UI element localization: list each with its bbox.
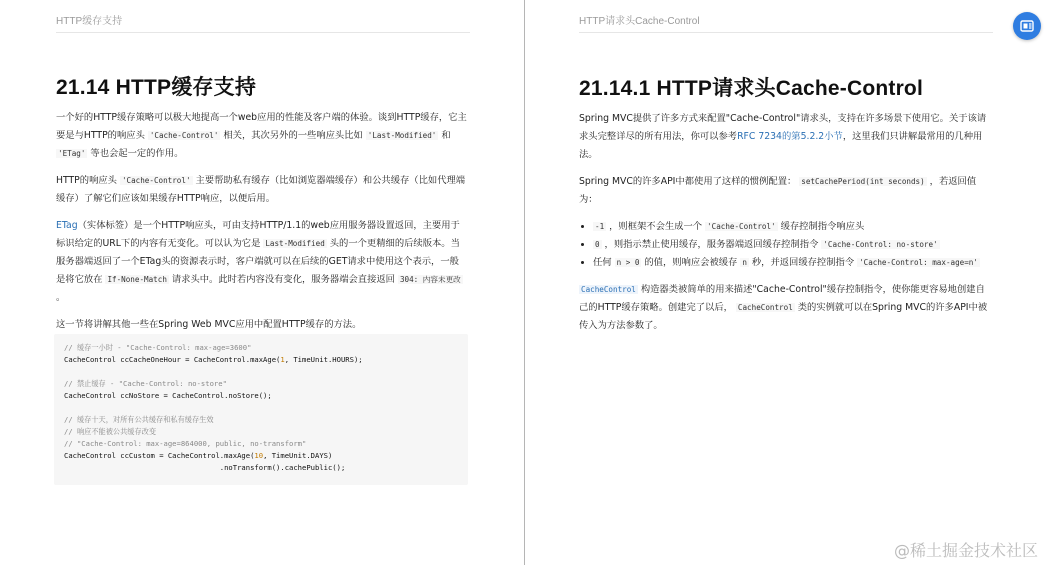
- inline-code: 'Cache-Control': [707, 222, 776, 231]
- etag-link[interactable]: ETag: [56, 220, 78, 231]
- right-section-title: 21.14.1 HTTP请求头Cache-Control: [579, 77, 923, 100]
- right-header-rule: [579, 32, 993, 33]
- inline-code: 304: 内容未更改: [399, 275, 461, 284]
- right-paragraph-3: CacheControl 构造器类被简单的用来描述"Cache-Control"缓存控制指令，使你能更容易地创建自己的HTTP缓存策略。创建完了以后， CacheControl 类的实例就可以在Spring MVC的许多API中被传入为方法参数了。: [579, 284, 988, 331]
- right-page: [525, 0, 1046, 565]
- left-header-rule: [56, 32, 470, 33]
- inline-code: Last-Modified: [265, 239, 325, 248]
- inline-code: 'Cache-Control': [149, 131, 219, 140]
- inline-code: n > 0: [616, 258, 640, 267]
- code-line: CacheControl ccNoStore = CacheControl.noStore();: [64, 391, 272, 400]
- left-paragraph-3: ETag（实体标签）是一个HTTP响应头，可由支持HTTP/1.1的web应用服务器设置返回，主要用于标识给定的URL下的内容有无变化。可以认为它是 Last-Modified 头的一个更精细的后续版本。当服务器端返回了一个ETag头的资源表示时，客户端就可以在后续的GET请求中使用这个表示，一般是将它放在 If-None-Match 请求头中。此时若内容没有变化，服务器端会直接返回 304: 内容未更改 。: [56, 220, 461, 303]
- return-value-list: [579, 218, 993, 272]
- inline-code: 'ETag': [58, 149, 86, 158]
- code-comment: // 缓存一小时 - "Cache-Control: max-age=3600": [64, 343, 252, 352]
- list-item: • -1 ，则框架不会生成一个 'Cache-Control' 缓存控制指令响应头: [593, 218, 993, 236]
- list-item: • 0 ，则指示禁止使用缓存，服务器端返回缓存控制指令 'Cache-Control: no-store': [593, 236, 993, 254]
- code-comment: // 禁止缓存 - "Cache-Control: no-store": [64, 379, 227, 388]
- inline-code: CacheControl: [737, 303, 793, 312]
- translate-button[interactable]: [1013, 12, 1041, 40]
- left-section-title: 21.14 HTTP缓存支持: [56, 76, 257, 99]
- code-block: [54, 334, 468, 485]
- code-comment: // 缓存十天，对所有公共缓存和私有缓存生效: [64, 415, 214, 424]
- left-running-header: HTTP缓存支持: [56, 16, 123, 27]
- right-running-header: HTTP请求头Cache-Control: [579, 16, 700, 27]
- right-paragraph-2: Spring MVC的许多API中都使用了这样的惯例配置： setCachePeriod(int seconds) ，若返回值为：: [579, 176, 977, 205]
- inline-code: -1: [595, 222, 605, 231]
- rfc-link[interactable]: RFC 7234的第5.2.2小节: [737, 131, 843, 142]
- code-line: .noTransform().cachePublic();: [64, 463, 346, 472]
- code-comment: // "Cache-Control: max-age=864000, public, no-transform": [64, 439, 307, 448]
- left-paragraph-4: 这一节将讲解其他一些在Spring Web MVC应用中配置HTTP缓存的方法。: [56, 319, 362, 330]
- inline-code: 'Last-Modified': [367, 131, 437, 140]
- left-paragraph-2: HTTP的响应头 'Cache-Control' 主要帮助私有缓存（比如浏览器端缓存）和公共缓存（比如代理端缓存）了解它们应该如果缓存HTTP响应，以便后用。: [56, 175, 466, 204]
- left-content: [56, 109, 468, 343]
- inline-code: 'Cache-Control': [121, 176, 191, 185]
- translate-icon: [1019, 18, 1035, 34]
- watermark: @稀土掘金技术社区: [893, 541, 1038, 560]
- inline-code: setCachePeriod(int seconds): [801, 177, 925, 186]
- code-comment: // 响应不能被公共缓存改变: [64, 427, 157, 436]
- right-paragraph-1: Spring MVC提供了许多方式来配置"Cache-Control"请求头，支持在许多场景下使用它。关于该请求头完整详尽的所有用法，你可以参考RFC 7234的第5.2.2小节，这里我们只讲解最常用的几种用法。: [579, 113, 987, 160]
- code-line: CacheControl ccCustom = CacheControl.maxAge(10, TimeUnit.DAYS): [64, 451, 333, 460]
- inline-code: 'Cache-Control: max-age=n': [859, 258, 978, 267]
- right-content: [579, 110, 993, 344]
- list-item: • 任何 n > 0 的值，则响应会被缓存 n 秒，并返回缓存控制指令 'Cache-Control: max-age=n': [593, 254, 993, 272]
- inline-code: 0: [595, 240, 600, 249]
- inline-code: CacheControl: [581, 285, 636, 294]
- code-line: CacheControl ccCacheOneHour = CacheControl.maxAge(1, TimeUnit.HOURS);: [64, 355, 363, 364]
- inline-code: If-None-Match: [107, 275, 167, 284]
- inline-code: n: [742, 258, 747, 267]
- left-paragraph-1: 一个好的HTTP缓存策略可以极大地提高一个web应用的性能及客户端的体验。谈到HTTP缓存，它主要是与HTTP的响应头 'Cache-Control' 相关，其次另外的一些响应头比如 'Last-Modified' 和 'ETag' 等也会起一定的作用。: [56, 112, 467, 159]
- inline-code: 'Cache-Control: no-store': [823, 240, 938, 249]
